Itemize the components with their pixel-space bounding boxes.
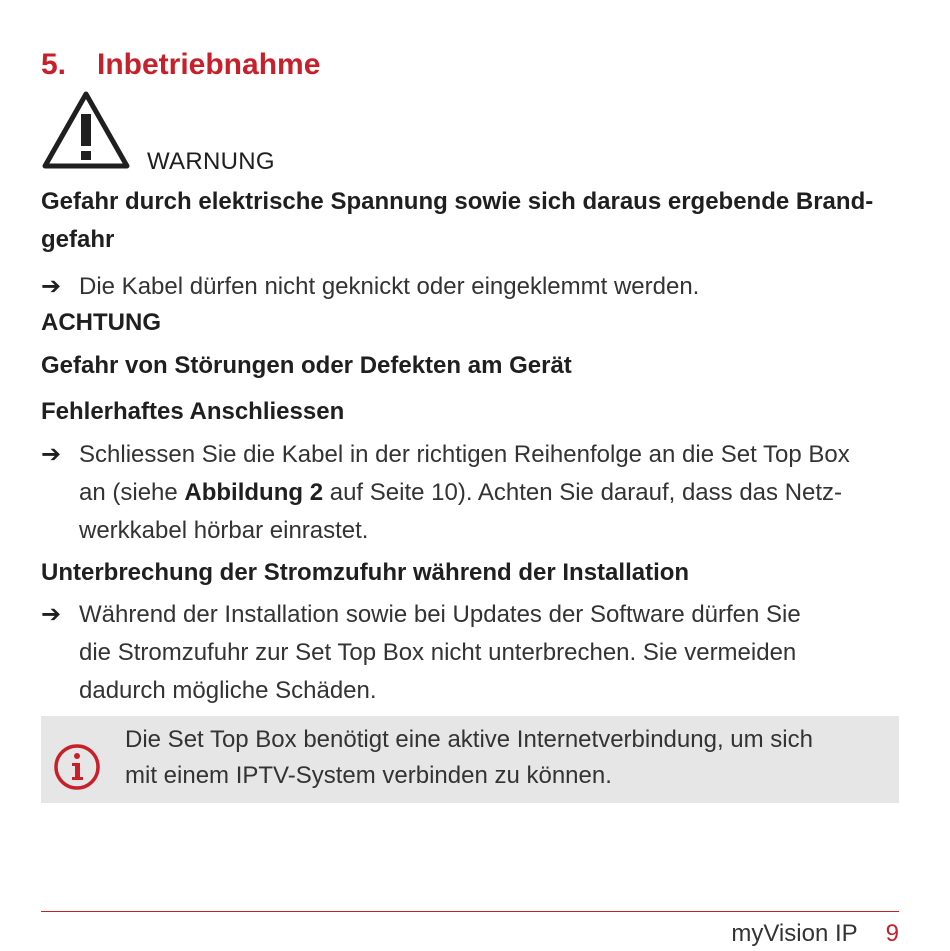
section-title: Inbetriebnahme: [97, 48, 321, 81]
arrow-right-icon: ➔: [41, 273, 62, 300]
warning-bullet-text: Die Kabel dürfen nicht geknickt oder eingeklemmt werden.: [79, 273, 700, 300]
bullet1-line2-post: auf Seite 10). Achten Sie darauf, dass das Netz-: [323, 479, 843, 506]
attention-subheading-2: Unterbrechung der Stromzufuhr während der Installation: [41, 559, 690, 586]
footer-divider: [41, 911, 899, 912]
info-circle-icon: [53, 743, 101, 791]
warning-bullet: [41, 268, 899, 306]
attention-bullet-1-line2: [79, 474, 901, 512]
attention-subheading-1: Fehlerhaftes Anschliessen: [41, 398, 345, 425]
attention-label: ACHTUNG: [41, 309, 161, 336]
info-note-line2: mit einem IPTV-System verbinden zu können.: [125, 762, 612, 789]
info-note-box: [41, 716, 899, 803]
attention-bullet-2-line3: dadurch mögliche Schäden.: [79, 677, 377, 704]
attention-bullet-1: [41, 436, 899, 550]
warning-heading-line2: gefahr: [41, 226, 115, 253]
attention-bullet-2: [41, 596, 899, 710]
product-name: myVision IP: [731, 920, 858, 947]
arrow-right-icon: ➔: [41, 601, 62, 628]
attention-bullet-2-line2: die Stromzufuhr zur Set Top Box nicht unterbrechen. Sie vermeiden: [79, 639, 797, 666]
info-note-text: [125, 722, 813, 794]
bullet1-line2-pre: an (siehe: [79, 479, 185, 506]
warning-heading-line1: Gefahr durch elektrische Spannung sowie sich daraus ergebende Brand-: [41, 188, 874, 215]
section-number: 5.: [41, 48, 67, 81]
arrow-right-icon: ➔: [41, 441, 62, 468]
warning-triangle-icon: [41, 88, 131, 172]
page-number: 9: [885, 920, 899, 947]
attention-heading: Gefahr von Störungen oder Defekten am Gerät: [41, 352, 572, 379]
attention-bullet-1-line3: werkkabel hörbar einrastet.: [79, 517, 369, 544]
warning-label: WARNUNG: [147, 148, 275, 175]
info-note-line1: Die Set Top Box benötigt eine aktive Internetverbindung, um sich: [125, 726, 813, 753]
section-heading: [41, 48, 320, 82]
attention-bullet-2-line1: Während der Installation sowie bei Updates der Software dürfen Sie: [79, 601, 801, 628]
page-footer: [731, 920, 899, 948]
figure-reference: Abbildung 2: [184, 479, 324, 506]
attention-bullet-1-line1: Schliessen Sie die Kabel in der richtigen Reihenfolge an die Set Top Box: [79, 441, 850, 468]
